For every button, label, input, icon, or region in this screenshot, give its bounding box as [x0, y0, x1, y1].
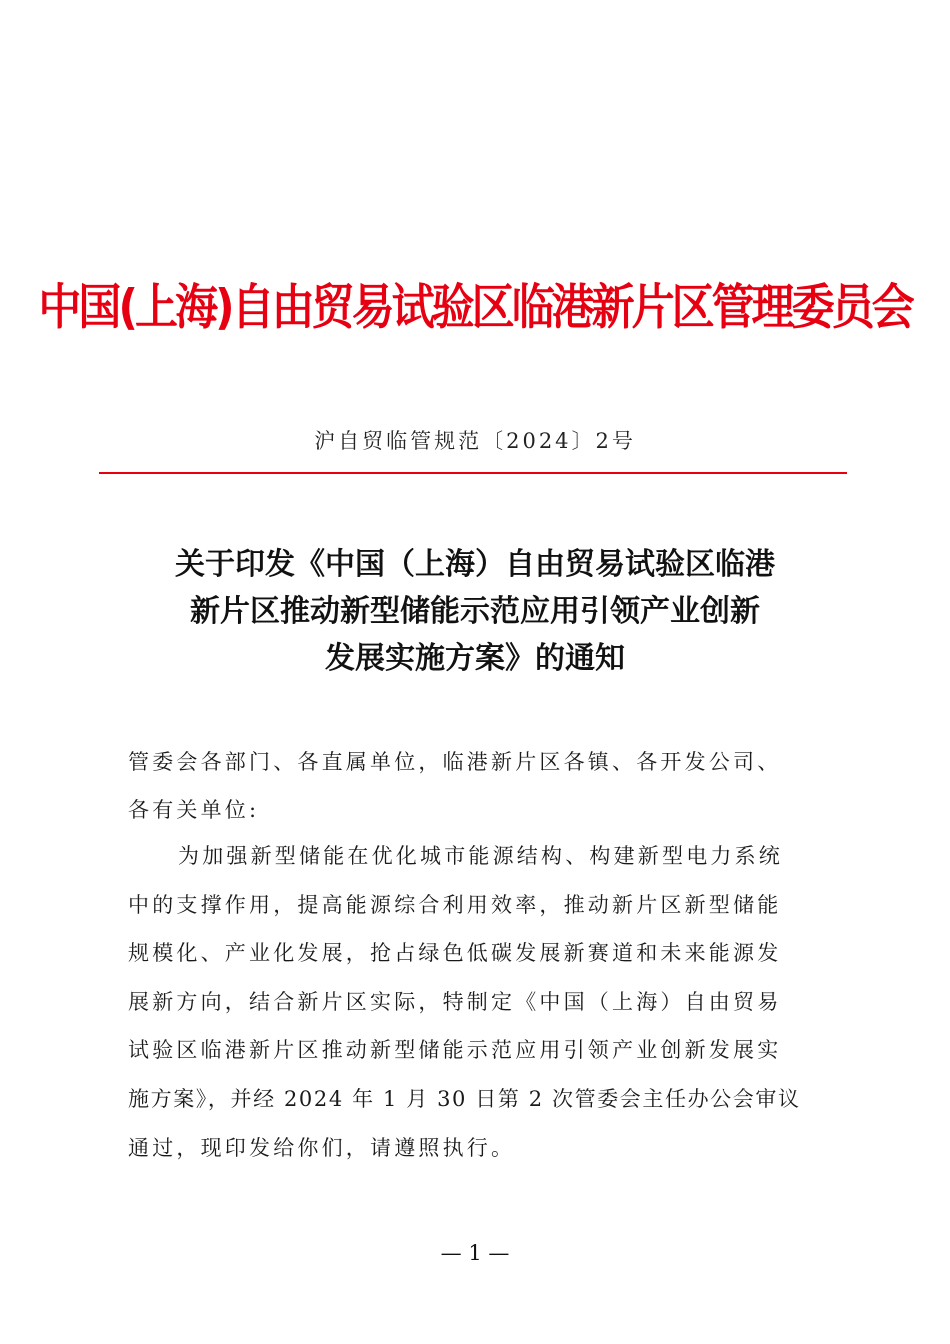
body-line: 中的支撑作用，提高能源综合利用效率，推动新片区新型储能 [128, 892, 782, 917]
body-line: 试验区临港新片区推动新型储能示范应用引领产业创新发展实 [128, 1038, 782, 1063]
red-divider-line [99, 472, 847, 474]
addressee-line: 各有关单位: [128, 798, 260, 822]
title-line: 关于印发《中国（上海）自由贸易试验区临港 [175, 547, 775, 582]
issuer-header: 中国(上海)自由贸易试验区临港新片区管理委员会 [38, 280, 912, 336]
addressee-block [128, 738, 828, 834]
document-title [120, 541, 830, 682]
page-number: — 1 — [440, 1241, 510, 1265]
body-paragraph [128, 832, 828, 1172]
body-line: 施方案》，并经 2024 年 1 月 30 日第 2 次管委会主任办公会审议 [128, 1086, 801, 1111]
body-line: 规模化、产业化发展，抢占绿色低碳发展新赛道和未来能源发 [128, 941, 782, 966]
body-line: 为加强新型储能在优化城市能源结构、构建新型电力系统 [178, 844, 783, 868]
document-number: 沪自贸临管规范〔2024〕2号 [314, 429, 636, 453]
title-line: 新片区推动新型储能示范应用引领产业创新 [190, 594, 760, 629]
addressee-line: 管委会各部门、各直属单位，临港新片区各镇、各开发公司、 [128, 750, 782, 774]
title-line: 发展实施方案》的通知 [325, 641, 625, 676]
body-line: 展新方向，结合新片区实际，特制定《中国（上海）自由贸易 [128, 989, 782, 1014]
body-line: 通过，现印发给你们，请遵照执行。 [128, 1135, 516, 1160]
